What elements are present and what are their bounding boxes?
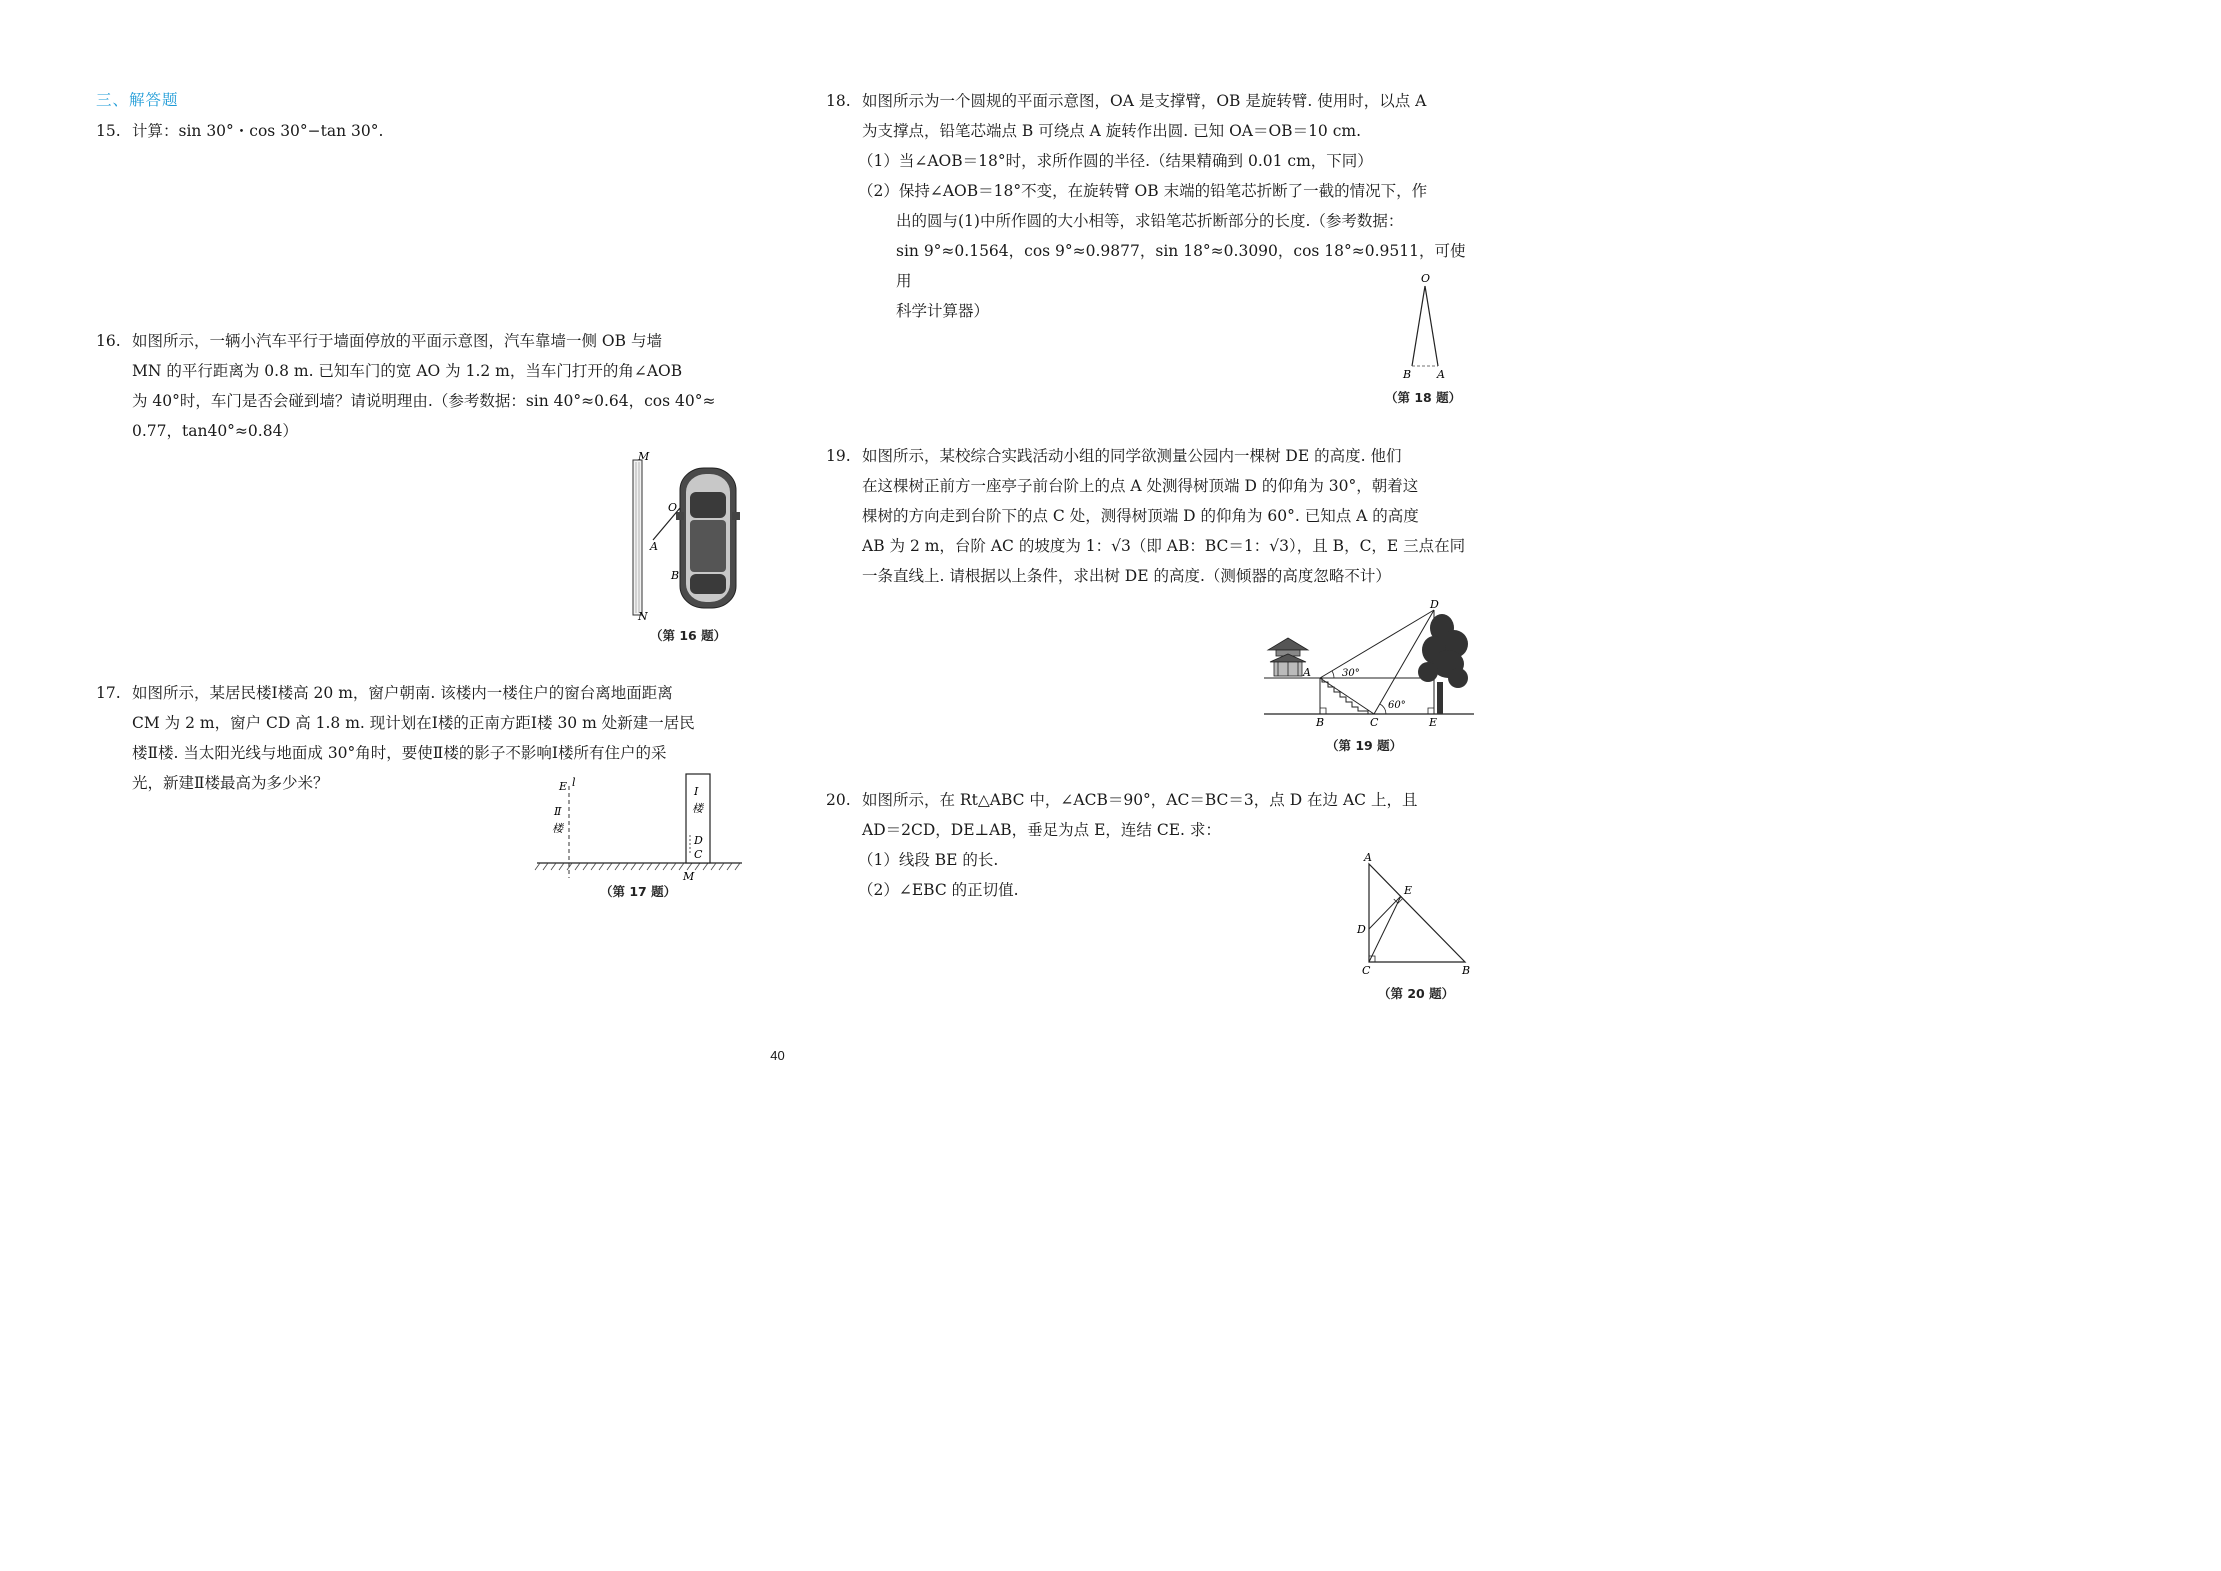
label-A: A [1437,368,1445,381]
question-line: 出的圆与(1)中所作圆的大小相等，求铅笔芯折断部分的长度.（参考数据： [896,212,1404,230]
question-line: 如图所示，一辆小汽车平行于墙面停放的平面示意图，汽车靠墙一侧 OB 与墙 [132,332,662,350]
question-line: 计算：sin 30°・cos 30°−tan 30°. [132,122,384,140]
question-line: sin 9°≈0.1564，cos 9°≈0.9877，sin 18°≈0.3090，cos 18°≈0.9511，可使用 [896,242,1466,290]
label-A: A [1364,851,1372,864]
question-number: 16. [96,332,121,350]
label-O: O [1421,272,1431,285]
question-number: 19. [826,447,851,465]
label-O: O [668,501,678,514]
question-line: 为支撑点，铅笔芯端点 B 可绕点 A 旋转作出圆. 已知 OA＝OB＝10 cm. [862,122,1362,140]
wall-MN [633,460,642,615]
section-title: 三、解答题 [96,91,179,109]
question-19 [826,441,1486,591]
label-A: A [650,540,658,553]
question-20-sub2: （2）∠EBC 的正切值. [858,881,1019,899]
label-B: B [671,569,680,582]
figure-18-caption: （第 18 题） [1385,390,1462,405]
figure-16-caption: （第 16 题） [650,628,727,643]
label-C: C [1362,964,1371,977]
question-line: （2）保持∠AOB＝18°不变，在旋转臂 OB 末端的铅笔芯折断了一截的情况下，作 [858,182,1428,200]
figure-17 [532,770,747,880]
label-C: C [694,848,703,861]
segment-CE [1369,896,1401,962]
label-II-lou: 楼 [552,822,563,835]
question-line: 如图所示为一个圆规的平面示意图，OA 是支撑臂，OB 是旋转臂. 使用时，以点 A [862,92,1427,110]
label-angle-60: 60° [1388,700,1406,711]
question-20 [826,785,1486,845]
label-M: M [638,450,650,463]
question-line: 如图所示，某居民楼Ⅰ楼高 20 m，窗户朝南. 该楼内一楼住户的窗台离地面距离 [132,684,673,702]
figure-20 [1355,850,1475,980]
label-D: D [694,834,703,847]
label-A: A [1303,666,1311,679]
question-line: 0.77，tan40°≈0.84） [132,422,298,440]
pavilion-icon [1268,638,1308,676]
question-line: CM 为 2 m，窗户 CD 高 1.8 m. 现计划在Ⅰ楼的正南方距Ⅰ楼 30 m 处新建一居民 [132,714,695,732]
label-II: Ⅱ [554,805,562,818]
sightline-AD [1320,610,1434,678]
figure-19-caption: （第 19 题） [1326,738,1403,753]
label-N: N [638,610,648,623]
page-number: 40 [770,1048,785,1063]
question-line: 一条直线上. 请根据以上条件，求出树 DE 的高度.（测倾器的高度忽略不计） [862,567,1391,585]
question-18-sub1: （1）当∠AOB＝18°时，求所作圆的半径.（结果精确到 0.01 cm，下同） [858,152,1373,170]
question-18-sub2 [858,176,1478,326]
question-line: AD＝2CD，DE⊥AB，垂足为点 E，连结 CE. 求： [862,821,1221,839]
question-line: 光，新建Ⅱ楼最高为多少米？ [132,774,329,792]
question-line: 棵树的方向走到台阶下的点 C 处，测得树顶端 D 的仰角为 60°. 已知点 A 的高度 [862,507,1419,525]
sightline-CD [1374,610,1434,714]
question-number: 17. [96,684,121,702]
label-E: E [1404,884,1413,897]
label-B: B [1316,716,1325,729]
question-15 [96,116,746,146]
figure-18 [1395,268,1455,383]
label-B: B [1462,964,1471,977]
question-line: 科学计算器） [896,302,990,320]
question-line: 如图所示，某校综合实践活动小组的同学欲测量公园内一棵树 DE 的高度. 他们 [862,447,1402,465]
question-number: 18. [826,92,851,110]
question-line: MN 的平行距离为 0.8 m. 已知车门的宽 AO 为 1.2 m，当车门打开的角∠AOB [132,362,683,380]
label-angle-30: 30° [1342,668,1360,679]
arm-OA [1425,286,1438,366]
question-number: 15. [96,122,121,140]
question-line: 在这棵树正前方一座亭子前台阶上的点 A 处测得树顶端 D 的仰角为 30°，朝着这 [862,477,1419,495]
question-18 [826,86,1476,146]
slope-AC [1320,678,1374,714]
figure-20-caption: （第 20 题） [1378,986,1455,1001]
question-line: 如图所示，在 Rt△ABC 中，∠ACB＝90°，AC＝BC＝3，点 D 在边 AC 上，且 [862,791,1418,809]
figure-17-caption: （第 17 题） [600,884,677,899]
question-number: 20. [826,791,851,809]
label-I-lou: 楼 [692,802,703,815]
label-I: Ⅰ [694,785,699,798]
label-E: E [1429,716,1438,729]
label-C: C [1370,716,1379,729]
question-line: AB 为 2 m，台阶 AC 的坡度为 1：√3（即 AB：BC＝1：√3），且 B，C，E 三点在同 [862,537,1466,555]
car-icon [676,468,740,608]
figure-16 [620,448,750,623]
question-line: 楼Ⅱ楼. 当太阳光线与地面成 30°角时，要使Ⅱ楼的影子不影响Ⅰ楼所有住户的采 [132,744,667,762]
triangle-ABC [1369,864,1465,962]
question-20-sub1: （1）线段 BE 的长. [858,851,999,869]
label-D: D [1357,923,1366,936]
label-l: l [572,776,576,789]
label-E: E [559,780,568,793]
question-line: 为 40°时，车门是否会碰到墙？请说明理由.（参考数据：sin 40°≈0.64，cos 40°≈ [132,392,716,410]
tree-icon [1418,614,1468,714]
figure-19 [1262,598,1477,730]
steps [1264,678,1368,714]
label-M: M [683,870,695,880]
arm-OB [1412,286,1425,366]
label-D: D [1430,598,1439,611]
question-16 [96,326,756,446]
label-B: B [1403,368,1412,381]
